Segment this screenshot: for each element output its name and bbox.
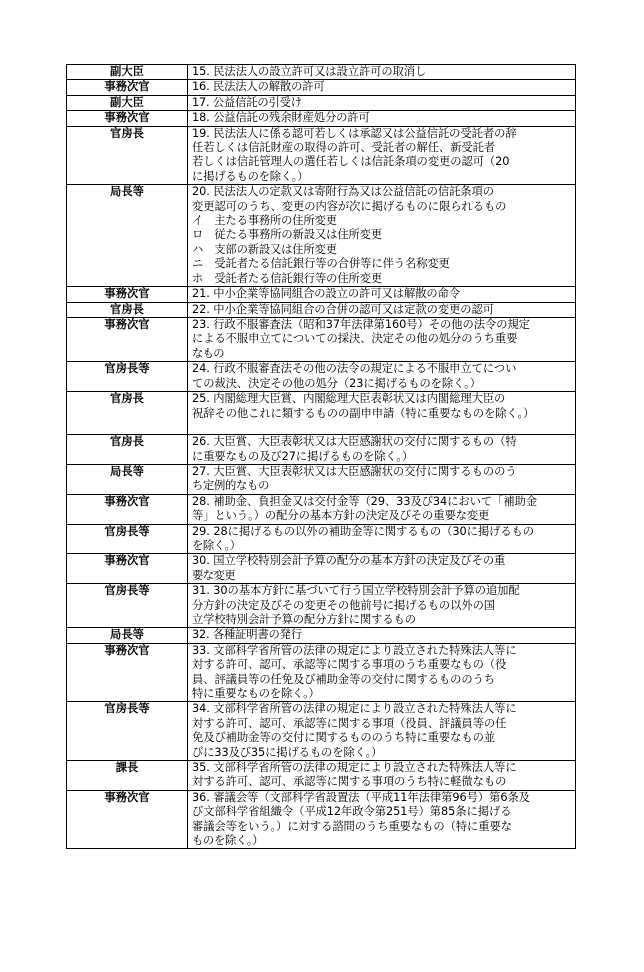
table-row: [67, 111, 576, 126]
approver-cell: 官房長等: [67, 524, 188, 554]
matter-line: 36. 審議会等（文部科学省設置法（平成11年法律第96号）第6条及: [192, 790, 530, 804]
matter-cell: [188, 494, 576, 524]
approver-cell: 官房長: [67, 392, 188, 435]
matter-line: 21. 中小企業等協同組合の設立の許可又は解散の命令: [192, 287, 461, 301]
matter-cell: [188, 554, 576, 584]
table-row: [67, 95, 576, 110]
matter-line: ち定例的なもの: [192, 479, 270, 493]
matter-line: 変更認可のうち、変更の内容が次に掲げるものに限られるもの: [192, 199, 507, 213]
table-row: [67, 80, 576, 95]
approver-cell: 局長等: [67, 464, 188, 494]
matter-line: 20. 民法法人の定款又は寄附行為又は公益信託の信託条項の: [192, 185, 494, 199]
matter-line: 25. 内閣総理大臣賞、内閣総理大臣表彰状又は内閣総理大臣の: [192, 392, 506, 406]
matter-line: 祝辞その他これに類するものの副申申請（特に重要なものを除く。）: [192, 406, 535, 420]
matter-line: を除く。）: [192, 538, 241, 552]
matter-line: 等」という。）の配分の基本方針の決定及びその重要な変更: [192, 509, 490, 523]
table-row: [67, 435, 576, 465]
matter-line: 31. 30の基本方針に基づいて行う国立学校特別会計予算の追加配: [192, 584, 520, 598]
table-row: [67, 702, 576, 761]
table-row: [67, 392, 576, 435]
matter-line: 19. 民法法人に係る認可若しくは承認又は公益信託の受託者の辞: [192, 126, 517, 140]
matter-line: イ 主たる事務所の住所変更: [192, 214, 337, 228]
matter-line: ての裁決、決定その他の処分（23に掲げるものを除く。）: [192, 376, 481, 390]
matter-cell: [188, 126, 576, 185]
matter-line: 対する許可、認可、承認等に関する事項（役員、評議員等の任: [192, 716, 507, 730]
approver-cell: 事務次官: [67, 80, 188, 95]
matter-line: ロ 従たる事務所の新設又は住所変更: [192, 228, 383, 242]
matter-cell: [188, 80, 576, 95]
matter-cell: [188, 643, 576, 702]
table-row: [67, 790, 576, 849]
matter-line: 22. 中小企業等協同組合の合併の認可又は定款の変更の認可: [192, 302, 494, 316]
matter-line: 員、評議員等の任免及び補助金等の交付に関するもののうち: [192, 672, 496, 686]
matter-line: ニ 受託者たる信託銀行等の合併等に伴う名称変更: [192, 257, 450, 271]
matter-line: なもの: [192, 346, 224, 360]
approver-cell: 事務次官: [67, 287, 188, 302]
table-row: [67, 302, 576, 317]
approver-cell: 官房長: [67, 435, 188, 465]
approver-cell: 局長等: [67, 628, 188, 643]
matter-line: 免及び補助金等の交付に関するもののうち特に重要なもの並: [192, 731, 496, 745]
matter-cell: [188, 628, 576, 643]
matter-line: ものを除く。）: [192, 834, 264, 848]
matter-line: 24. 行政不服審査法その他の法令の規定による不服申立てについ: [192, 362, 517, 376]
approver-cell: 副大臣: [67, 65, 188, 80]
approver-cell: 官房長等: [67, 702, 188, 761]
matter-line: ホ 受託者たる信託銀行等の住所変更: [192, 271, 383, 285]
matter-cell: [188, 65, 576, 80]
matter-line: 27. 大臣賞、大臣表彰状又は大臣感謝状の交付に関するもののう: [192, 464, 517, 478]
approver-cell: 局長等: [67, 185, 188, 287]
matter-line: 要な変更: [192, 568, 236, 582]
table-row: [67, 494, 576, 524]
approver-cell: 事務次官: [67, 790, 188, 849]
matter-line: ハ 支部の新設又は住所変更: [192, 242, 337, 256]
table-row: [67, 554, 576, 584]
approver-cell: 課長: [67, 761, 188, 791]
table-row: [67, 761, 576, 791]
matter-line: 対する許可、認可、承認等に関する事項のうち重要なもの（役: [192, 658, 507, 672]
matter-cell: [188, 362, 576, 392]
matter-line: 特に重要なものを除く。）: [192, 687, 320, 700]
table-row: [67, 65, 576, 80]
matter-line: 28. 補助金、負担金又は交付金等（29、33及び34において「補助金: [192, 494, 538, 508]
matter-cell: [188, 435, 576, 465]
matter-cell: [188, 702, 576, 761]
table-row: [67, 318, 576, 362]
matter-line: 33. 文部科学省所管の法律の規定により設立された特殊法人等に: [192, 643, 517, 657]
table-row: [67, 643, 576, 702]
matter-line: に掲げるものを除く。）: [192, 169, 309, 183]
matter-line: びに33及び35に掲げるものを除く。）: [192, 745, 383, 759]
matter-line: 30. 国立学校特別会計予算の配分の基本方針の決定及びその重: [192, 554, 506, 568]
matter-cell: [188, 302, 576, 317]
delegation-table: [66, 64, 576, 849]
matter-line: 34. 文部科学省所管の法律の規定により設立された特殊法人等に: [192, 702, 517, 716]
matter-line: 対する許可、認可、承認等に関する事項のうち特に軽微なもの: [192, 775, 507, 789]
table-row: [67, 628, 576, 643]
matter-line: 16. 民法法人の解散の許可: [192, 80, 325, 94]
approver-cell: 事務次官: [67, 318, 188, 362]
approver-cell: 事務次官: [67, 554, 188, 584]
matter-cell: [188, 761, 576, 791]
matter-cell: [188, 392, 576, 435]
approver-cell: 官房長等: [67, 584, 188, 628]
matter-cell: [188, 318, 576, 362]
approver-cell: 事務次官: [67, 494, 188, 524]
matter-line: による不服申立てについての採決、決定その他の処分のうち重要: [192, 332, 518, 346]
matter-line: 審議会等をいう。）に対する諮問のうち重要なもの（特に重要な: [192, 819, 512, 833]
matter-line: に重要なもの及び27に掲げるものを除く。）: [192, 449, 414, 463]
table-row: [67, 287, 576, 302]
approver-cell: 副大臣: [67, 95, 188, 110]
table-row: [67, 362, 576, 392]
approver-cell: 官房長: [67, 302, 188, 317]
approver-cell: 事務次官: [67, 111, 188, 126]
table-row: [67, 126, 576, 185]
table-row: [67, 185, 576, 287]
matter-line: 分方針の決定及びその変更その他前号に掲げるもの以外の国: [192, 598, 496, 612]
approver-cell: 官房長等: [67, 362, 188, 392]
matter-cell: [188, 524, 576, 554]
matter-line: 立学校特別会計予算の配分方針に関するもの: [192, 612, 416, 626]
matter-cell: [188, 790, 576, 849]
table-row: [67, 464, 576, 494]
matter-cell: [188, 95, 576, 110]
matter-line: 32. 各種証明書の発行: [192, 628, 302, 642]
matter-line: 29. 28に掲げるもの以外の補助金等に関するもの（30に掲げるもの: [192, 524, 535, 538]
matter-line: 26. 大臣賞、大臣表彰状又は大臣感謝状の交付に関するもの（特: [192, 435, 517, 449]
matter-cell: [188, 464, 576, 494]
matter-line: 35. 文部科学省所管の法律の規定により設立された特殊法人等に: [192, 761, 517, 775]
matter-line: 任若しくは信託財産の取得の許可、受託者の解任、新受託者: [192, 141, 496, 155]
matter-line: 17. 公益信託の引受け: [192, 95, 302, 109]
matter-line: 23. 行政不服審査法（昭和37年法律第160号）その他の法令の規定: [192, 318, 530, 332]
matter-cell: [188, 185, 576, 287]
matter-cell: [188, 287, 576, 302]
matter-cell: [188, 111, 576, 126]
matter-line: 若しくは信託管理人の選任若しくは信託条項の変更の認可（20: [192, 155, 510, 169]
approver-cell: 官房長: [67, 126, 188, 185]
matter-line: 15. 民法法人の設立許可又は設立許可の取消し: [192, 65, 427, 78]
approver-cell: 事務次官: [67, 643, 188, 702]
matter-line: 18. 公益信託の残余財産処分の許可: [192, 111, 370, 125]
matter-line: び文部科学省組織令（平成12年政令第251号）第85条に掲げる: [192, 805, 512, 819]
matter-cell: [188, 584, 576, 628]
table-row: [67, 584, 576, 628]
table-row: [67, 524, 576, 554]
